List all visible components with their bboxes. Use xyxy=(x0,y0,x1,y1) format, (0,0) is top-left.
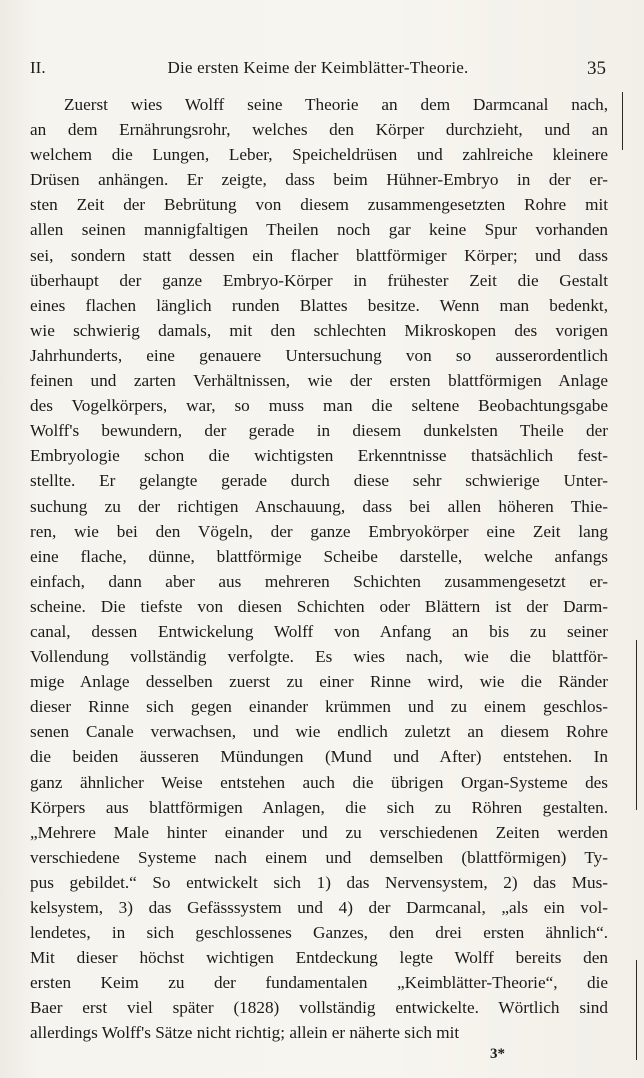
text-line: scheine. Die tiefste von diesen Schichten oder Blättern ist der Darm- xyxy=(30,596,608,616)
running-title: Die ersten Keime der Keimblätter-Theorie. xyxy=(167,58,469,77)
text-line: Körpers aus blattförmigen Anlagen, die sich zu Röhren gestalten. xyxy=(30,797,608,817)
text-line: des Vogelkörpers, war, so muss man die seltene Beobachtungsgabe xyxy=(30,396,608,416)
text-line: an dem Ernährungsrohr, welches den Körper durchzieht, und an xyxy=(30,120,608,140)
text-line: ren, wie bei den Vögeln, der ganze Embryokörper eine Zeit lang xyxy=(30,521,608,541)
text-line: verschiedene Systeme nach einem und demselben (blattförmigen) Ty- xyxy=(30,847,608,867)
margin-pencil-mark xyxy=(636,640,637,810)
text-line: stellte. Er gelangte gerade durch diese sehr schwierige Unter- xyxy=(30,471,608,491)
text-line: ganz ähnlicher Weise entstehen auch die übrigen Organ-Systeme des xyxy=(30,772,608,792)
text-line: eine flache, dünne, blattförmige Scheibe darstelle, welche anfangs xyxy=(30,546,608,566)
signature-mark: 3* xyxy=(490,1046,505,1062)
text-line: kelsystem, 3) das Gefässsystem und 4) der Darmcanal, „als ein vol- xyxy=(30,898,608,917)
text-line: feinen und zarten Verhältnissen, wie der ersten blattförmigen Anlage xyxy=(30,371,608,391)
text-line: pus gebildet.“ So entwickelt sich 1) das Nervensystem, 2) das Mus- xyxy=(30,872,608,892)
text-line: Jahrhunderts, eine genauere Untersuchung von so ausserordentlich xyxy=(30,345,608,365)
text-line: ersten Keim zu der fundamentalen „Keimblätter-Theorie“, die xyxy=(30,973,608,993)
text-line: mige Anlage desselben zuerst zu einer Rinne wird, wie die Ränder xyxy=(30,672,608,692)
text-line: suchung zu der richtigen Anschauung, dass bei allen höheren Thie- xyxy=(30,496,608,516)
text-line: lendetes, in sich geschlossenes Ganzes, den drei ersten ähnlich“. xyxy=(30,923,608,943)
page-number: 35 xyxy=(587,58,606,79)
text-line: überhaupt der ganze Embryo-Körper in frühester Zeit die Gestalt xyxy=(30,270,608,290)
chapter-number: II. xyxy=(30,58,46,77)
text-line: die beiden äusseren Mündungen (Mund und After) entstehen. In xyxy=(30,747,608,767)
text-line: welchem die Lungen, Leber, Speicheldrüsen und zahlreiche kleinere xyxy=(30,145,608,165)
running-header xyxy=(30,58,606,80)
text-line: Zuerst wies Wolff seine Theorie an dem Darmcanal nach, xyxy=(64,95,608,114)
text-line: wie schwierig damals, mit den schlechten Mikroskopen des vorigen xyxy=(30,320,608,340)
margin-pencil-mark xyxy=(636,960,637,1060)
text-line: Wolff's bewundern, der gerade in diesem dunkelsten Theile der xyxy=(30,421,608,441)
text-line: einfach, dann aber aus mehreren Schichten zusammengesetzt er- xyxy=(30,571,608,591)
text-line: Baer erst viel später (1828) vollständig entwickelte. Wörtlich sind xyxy=(30,998,608,1018)
text-line: Mit dieser höchst wichtigen Entdeckung legte Wolff bereits den xyxy=(30,948,608,968)
text-line: eines flachen länglich runden Blattes besitze. Wenn man bedenkt, xyxy=(30,295,608,315)
text-line: allen seinen mannigfaltigen Theilen noch gar keine Spur vorhanden xyxy=(30,220,608,240)
text-line: sten Zeit der Bebrütung von diesem zusammengesetzten Rohre mit xyxy=(30,195,608,215)
text-line: allerdings Wolff's Sätze nicht richtig; allein er näherte sich mit xyxy=(30,1023,460,1043)
text-line: Drüsen anhängen. Er zeigte, dass beim Hühner-Embryo in der er- xyxy=(30,170,608,190)
margin-pencil-mark xyxy=(622,92,623,150)
text-line: senen Canale verwachsen, und wie endlich zuletzt an diesem Rohre xyxy=(30,722,608,742)
text-line: Embryologie schon die wichtigsten Erkenntnisse thatsächlich fest- xyxy=(30,446,608,466)
text-line: „Mehrere Male hinter einander und zu verschiedenen Zeiten werden xyxy=(30,822,608,842)
text-line: sei, sondern statt dessen ein flacher blattförmiger Körper; und dass xyxy=(30,245,608,265)
text-line: canal, dessen Entwickelung Wolff von Anfang an bis zu seiner xyxy=(30,621,608,641)
text-line: Vollendung vollständig verfolgte. Es wies nach, wie die blattför- xyxy=(30,647,608,667)
text-line: dieser Rinne sich gegen einander krümmen und zu einem geschlos- xyxy=(30,697,608,717)
body-paragraph xyxy=(30,92,608,1046)
